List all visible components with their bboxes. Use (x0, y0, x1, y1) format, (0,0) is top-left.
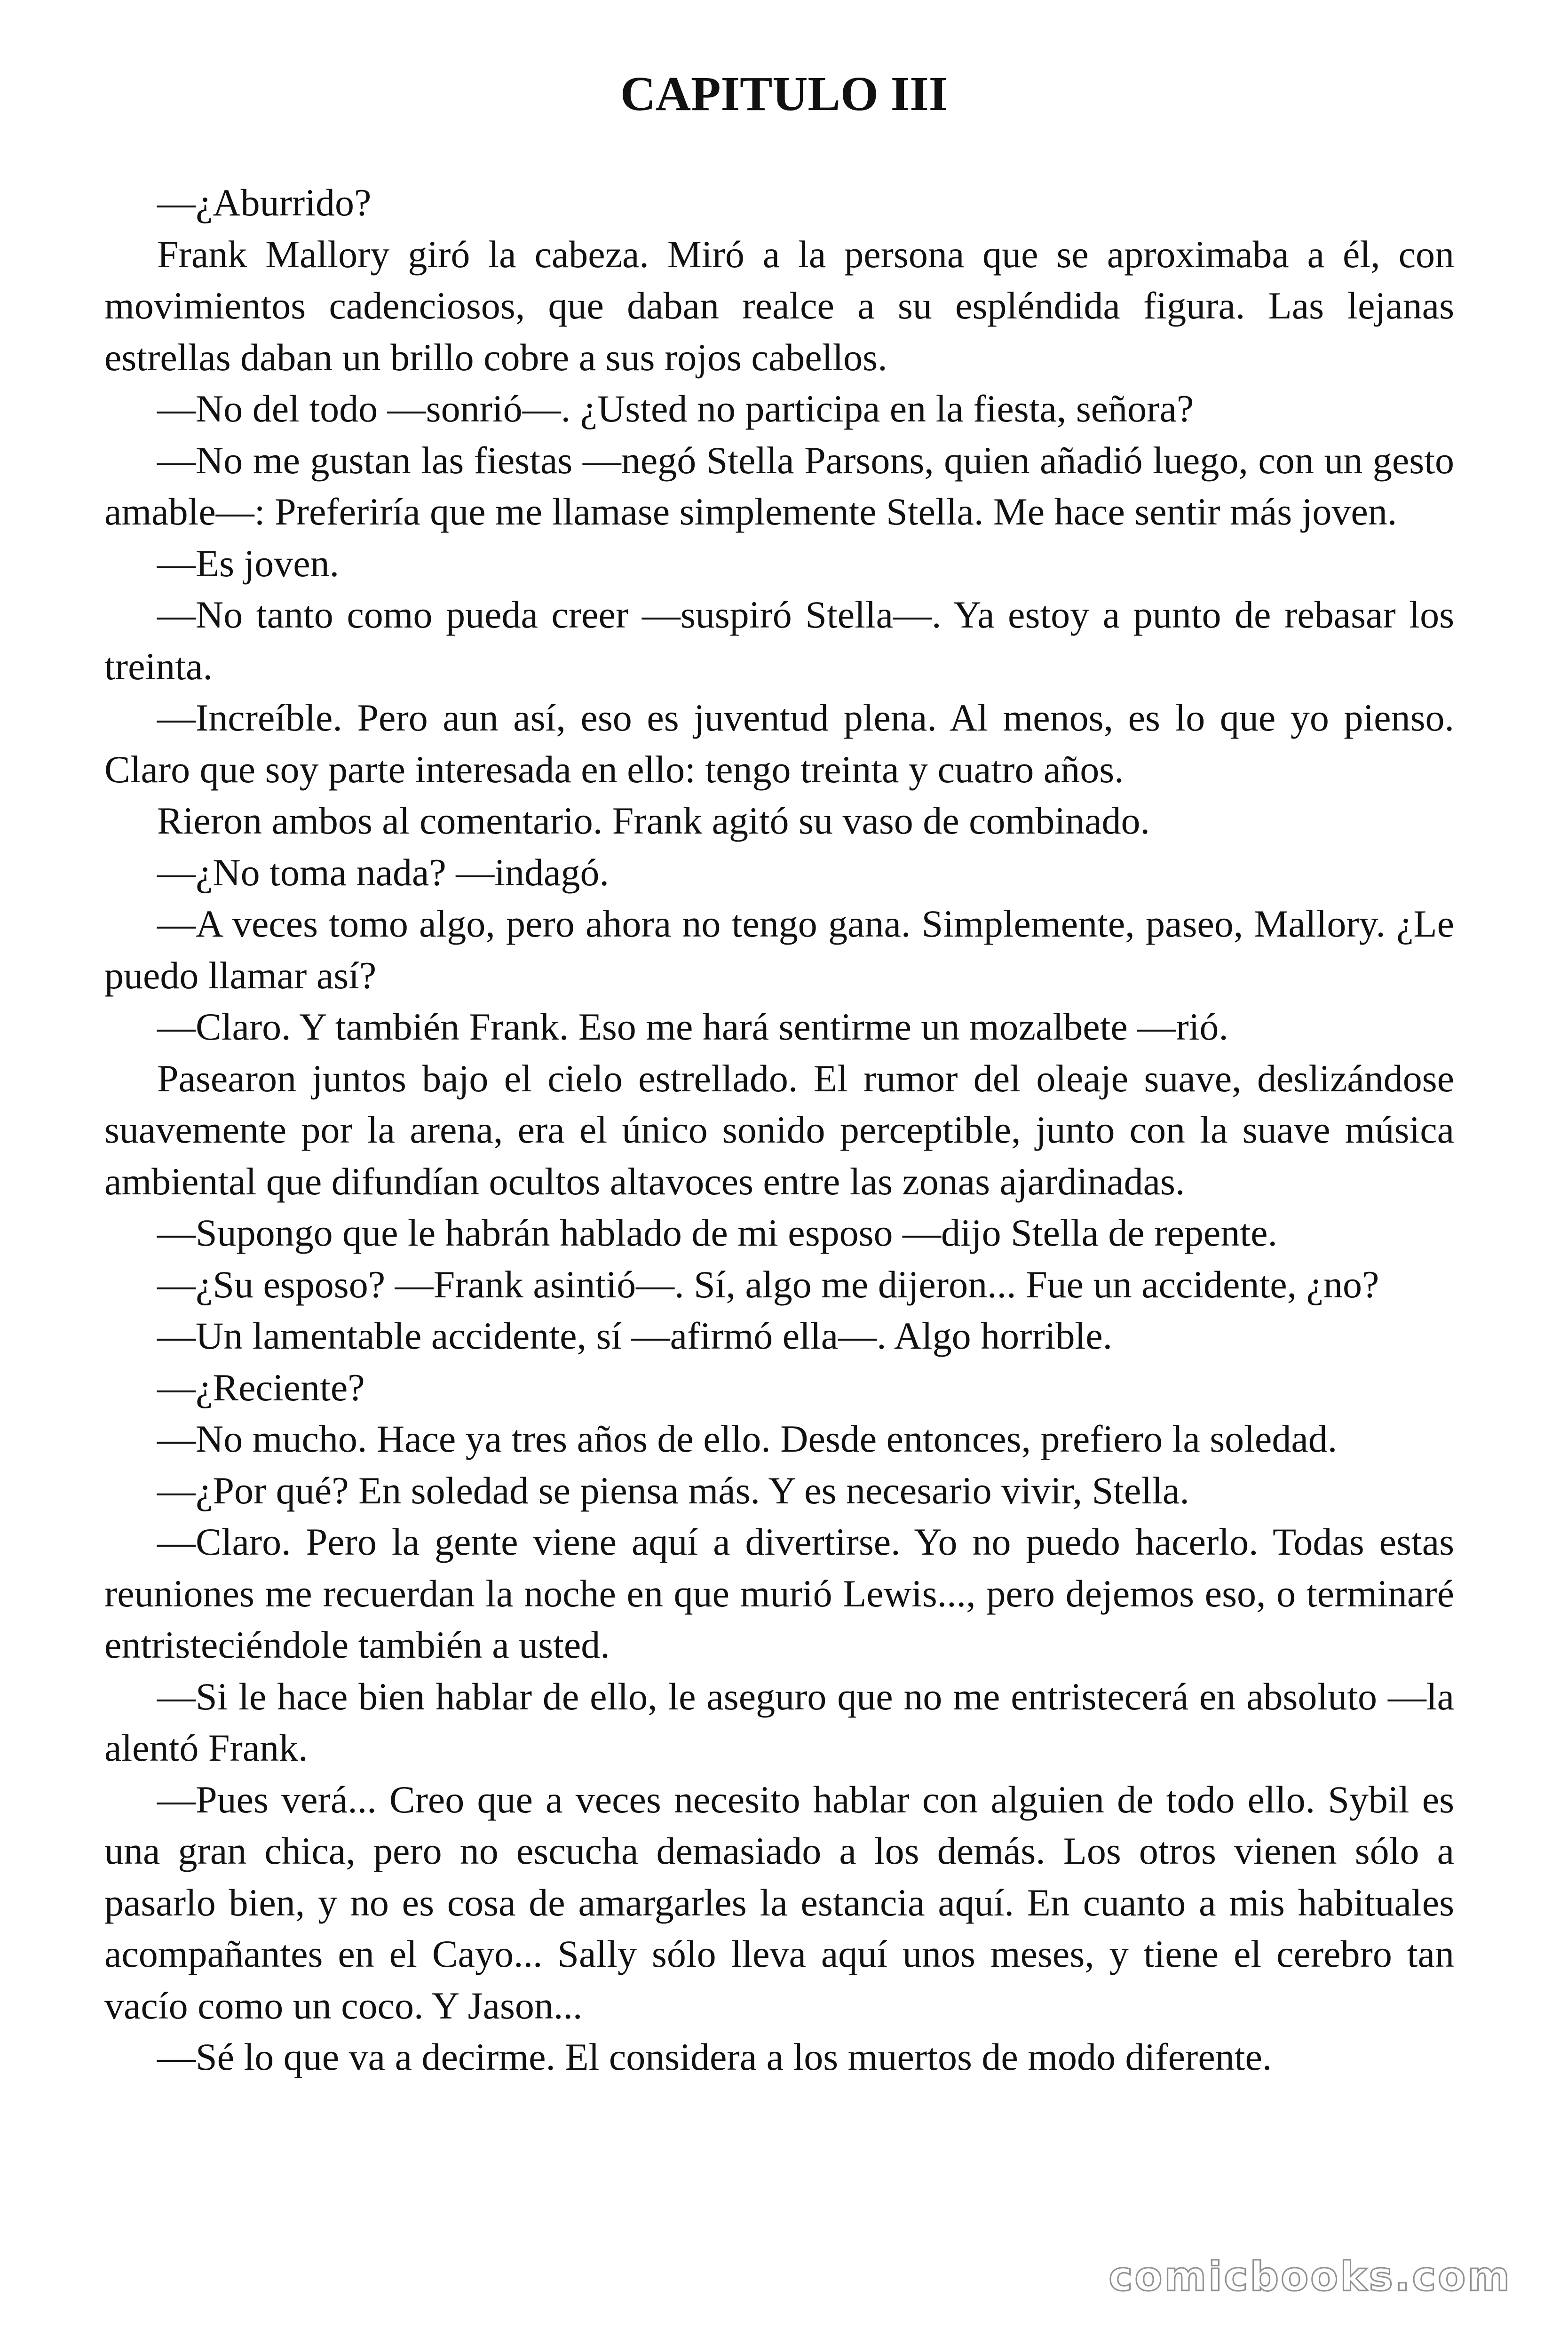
paragraph: —Claro. Pero la gente viene aquí a divertirse. Yo no puedo hacerlo. Todas estas reuniones me recuerdan la noche en que murió Lewis..., pero dejemos eso, o terminaré entristeciéndole también a usted. (104, 1520, 1454, 1666)
paragraph: —Pues verá... Creo que a veces necesito hablar con alguien de todo ello. Sybil es una gran chica, pero no escucha demasiado a los demás. Los otros vienen sólo a pasarlo bien, y no es cosa de amargarles la estancia aquí. En cuanto a mis habituales acompañantes en el Cayo... Sally sólo lleva aquí unos meses, y tiene el cerebro tan vacío como un coco. Y Jason... (104, 1778, 1454, 2027)
paragraph: —No mucho. Hace ya tres años de ello. Desde entonces, prefiero la soledad. (157, 1417, 1338, 1460)
paragraph: —Supongo que le habrán hablado de mi esposo —dijo Stella de repente. (157, 1211, 1278, 1254)
paragraph: Frank Mallory giró la cabeza. Miró a la persona que se aproximaba a él, con movimientos cadenciosos, que daban realce a su espléndida figura. Las lejanas estrellas daban un brillo cobre a sus rojos cabellos. (104, 232, 1454, 379)
paragraph: —Si le hace bien hablar de ello, le aseguro que no me entristecerá en absoluto —la alentó Frank. (104, 1675, 1454, 1769)
paragraph: Rieron ambos al comentario. Frank agitó su vaso de combinado. (157, 799, 1150, 842)
paragraph: —¿No toma nada? —indagó. (157, 850, 609, 894)
paragraph: —¿Por qué? En soledad se piensa más. Y es necesario vivir, Stella. (157, 1469, 1189, 1512)
paragraph: —No me gustan las fiestas —negó Stella Parsons, quien añadió luego, con un gesto amable—: Preferiría que me llamase simplemente Stella. Me hace sentir más joven. (104, 438, 1454, 533)
chapter-body (104, 177, 1454, 2083)
paragraph: —Sé lo que va a decirme. El considera a los muertos de modo diferente. (157, 2035, 1272, 2078)
paragraph: —A veces tomo algo, pero ahora no tengo gana. Simplemente, paseo, Mallory. ¿Le puedo llamar así? (104, 902, 1454, 997)
paragraph: —¿Aburrido? (157, 181, 372, 224)
chapter-title: CAPITULO III (620, 67, 948, 121)
paragraph: —Es joven. (157, 541, 340, 585)
paragraph: —No del todo —sonrió—. ¿Usted no participa en la fiesta, señora? (157, 387, 1194, 430)
paragraph: —No tanto como pueda creer —suspiró Stella—. Ya estoy a punto de rebasar los treinta. (104, 593, 1454, 688)
paragraph: —Increíble. Pero aun así, eso es juventud plena. Al menos, es lo que yo pienso. Claro que soy parte interesada en ello: tengo treinta y cuatro años. (104, 696, 1454, 791)
watermark-logo: comicbooks.com (1109, 2253, 1512, 2300)
paragraph: —¿Su esposo? —Frank asintió—. Sí, algo me dijeron... Fue un accidente, ¿no? (157, 1263, 1379, 1306)
paragraph: —¿Reciente? (157, 1366, 365, 1409)
paragraph: —Un lamentable accidente, sí —afirmó ella—. Algo horrible. (157, 1314, 1113, 1357)
paragraph: Pasearon juntos bajo el cielo estrellado. El rumor del oleaje suave, deslizándose suavemente por la arena, era el único sonido perceptible, junto con la suave música ambiental que difundían ocultos altavoces entre las zonas ajardinadas. (104, 1057, 1454, 1203)
paragraph: —Claro. Y también Frank. Eso me hará sentirme un mozalbete —rió. (157, 1005, 1228, 1048)
